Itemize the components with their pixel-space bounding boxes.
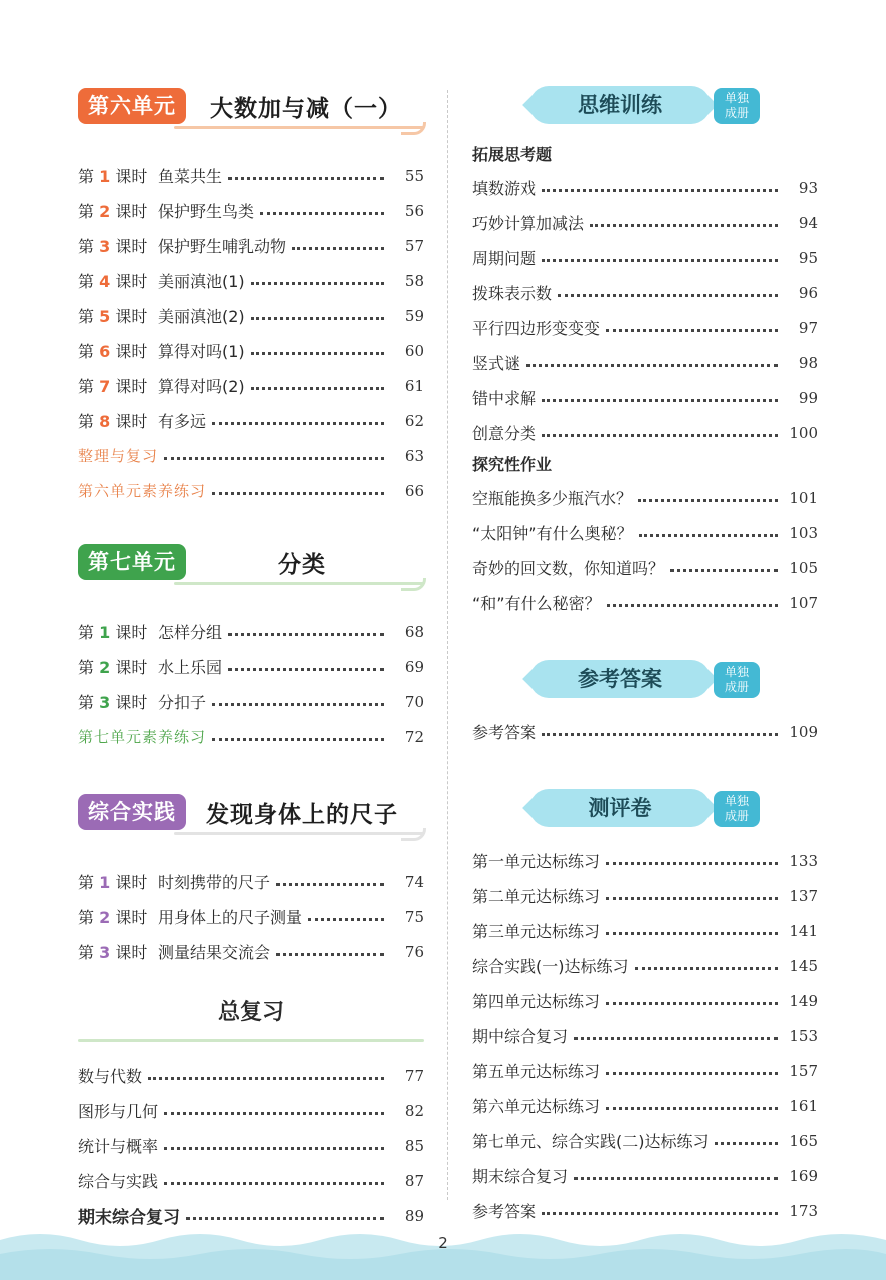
tests-list (472, 843, 818, 1228)
entry-title: 第三单元达标练习 (472, 922, 601, 941)
leader-dots (606, 1107, 778, 1110)
leader-dots (558, 294, 778, 297)
column-divider (447, 90, 448, 1200)
entry-title: 竖式谜 (472, 354, 521, 373)
toc-row[interactable] (472, 1018, 818, 1053)
toc-row[interactable] (472, 345, 818, 380)
lesson-title: 有多远 (158, 412, 207, 431)
separate-volume-tag: 单独 成册 (714, 791, 760, 827)
entry-title: “太阳钟”有什么奥秘？ (472, 524, 633, 543)
page-number: 72 (404, 727, 424, 746)
entry-title: 参考答案 (472, 723, 537, 742)
entry-title: 图形与几何 (78, 1102, 159, 1121)
leader-dots (212, 738, 384, 741)
review-list (78, 1058, 424, 1198)
unit6-header (78, 82, 424, 140)
toc-row[interactable] (78, 1093, 424, 1128)
practice-header (78, 788, 424, 846)
lesson-title: 保护野生鸟类 (158, 202, 255, 221)
lesson-row[interactable] (78, 864, 424, 899)
page-number: 98 (798, 353, 818, 372)
page-number: 165 (789, 1131, 818, 1150)
unit6-practice-label: 第六单元素养练习 (78, 482, 207, 500)
lesson-row[interactable] (78, 333, 424, 368)
leader-dots (212, 422, 384, 425)
thinking-pill: 思维训练 (530, 86, 710, 124)
entry-title: 奇妙的回文数，你知道吗？ (472, 559, 665, 578)
lesson-title: 测量结果交流会 (158, 943, 271, 962)
unit7-practice-label: 第七单元素养练习 (78, 728, 207, 746)
lesson-title: 时刻携带的尺子 (158, 873, 271, 892)
leader-dots (164, 1147, 384, 1150)
lesson-title: 美丽滇池(2) (158, 307, 245, 326)
separate-volume-tag: 单独 成册 (714, 88, 760, 124)
lesson-row[interactable] (78, 298, 424, 333)
entry-title: 填数游戏 (472, 179, 537, 198)
lesson-row[interactable] (78, 193, 424, 228)
leader-dots (212, 703, 384, 706)
unit7-underline (174, 582, 424, 585)
extension-list (472, 170, 818, 450)
toc-row[interactable] (472, 983, 818, 1018)
unit6-review-label: 整理与复习 (78, 447, 159, 465)
lesson-title: 算得对吗(1) (158, 342, 245, 361)
toc-row[interactable] (472, 170, 818, 205)
leader-dots (542, 1212, 778, 1215)
lesson-number: 第 2 课时 (78, 202, 148, 221)
leader-dots (228, 633, 384, 636)
review-underline (78, 1039, 424, 1042)
page-number: 169 (789, 1166, 818, 1185)
toc-row[interactable] (472, 480, 818, 515)
page-number: 93 (798, 178, 818, 197)
page-number: 161 (789, 1096, 818, 1115)
entry-title: 综合与实践 (78, 1172, 159, 1191)
answers-pill: 参考答案 (530, 660, 710, 698)
unit6-underline (174, 126, 424, 129)
leader-dots (574, 1177, 778, 1180)
lesson-row[interactable] (78, 649, 424, 684)
lesson-number: 第 2 课时 (78, 908, 148, 927)
lesson-number: 第 2 课时 (78, 658, 148, 677)
unit7-title: 分类 (278, 552, 326, 578)
lesson-number: 第 7 课时 (78, 377, 148, 396)
leader-dots (164, 1112, 384, 1115)
leader-dots (251, 352, 384, 355)
lesson-title: 水上乐园 (158, 658, 223, 677)
unit6-practice-row[interactable] (78, 473, 424, 508)
leader-dots (542, 189, 778, 192)
inquiry-list (472, 480, 818, 620)
entry-title: 平行四边形变变变 (472, 319, 601, 338)
leader-dots (574, 1037, 778, 1040)
page-number: 141 (789, 921, 818, 940)
page-number: 56 (404, 201, 424, 220)
entry-title: 巧妙计算加减法 (472, 214, 585, 233)
page-number: 58 (404, 271, 424, 290)
leader-dots (276, 953, 384, 956)
entry-title: 期末综合复习 (472, 1167, 569, 1186)
entry-title: 统计与概率 (78, 1137, 159, 1156)
unit7-badge: 第七单元 (78, 544, 186, 580)
right-column (472, 86, 818, 1228)
entry-title: 第四单元达标练习 (472, 992, 601, 1011)
toc-row[interactable] (472, 205, 818, 240)
entry-title: 参考答案 (472, 1202, 537, 1221)
toc-row[interactable] (78, 1058, 424, 1093)
lesson-number: 第 3 课时 (78, 693, 148, 712)
lesson-number: 第 1 课时 (78, 623, 148, 642)
toc-row[interactable] (472, 843, 818, 878)
tests-pill: 测评卷 (530, 789, 710, 827)
leader-dots (542, 434, 778, 437)
lesson-row[interactable] (78, 228, 424, 263)
leader-dots (606, 862, 778, 865)
toc-row[interactable] (472, 1088, 818, 1123)
page-number: 137 (789, 886, 818, 905)
leader-dots (670, 569, 778, 572)
entry-title: 数与代数 (78, 1067, 143, 1086)
page-number: 96 (798, 283, 818, 302)
page-number: 75 (404, 907, 424, 926)
page-number: 133 (789, 851, 818, 870)
leader-dots (607, 604, 778, 607)
lesson-title: 保护野生哺乳动物 (158, 237, 287, 256)
tests-header (472, 789, 818, 833)
practice-badge: 综合实践 (78, 794, 186, 830)
leader-dots (606, 932, 778, 935)
entry-title: 第二单元达标练习 (472, 887, 601, 906)
unit7-practice-row[interactable] (78, 719, 424, 754)
leader-dots (228, 668, 384, 671)
entry-title: 第一单元达标练习 (472, 852, 601, 871)
leader-dots (606, 897, 778, 900)
leader-dots (251, 317, 384, 320)
lesson-title: 美丽滇池(1) (158, 272, 245, 291)
page-number: 76 (404, 942, 424, 961)
page-number: 59 (404, 306, 424, 325)
leader-dots (164, 457, 384, 460)
leader-dots (606, 329, 778, 332)
leader-dots (606, 1072, 778, 1075)
lesson-number: 第 1 课时 (78, 167, 148, 186)
page-number-footer: 2 (438, 1234, 448, 1252)
toc-row[interactable] (472, 1123, 818, 1158)
page-number: 103 (789, 523, 818, 542)
page-number: 69 (404, 657, 424, 676)
lesson-row[interactable] (78, 263, 424, 298)
leader-dots (542, 399, 778, 402)
unit6-lesson-list (78, 158, 424, 438)
leader-dots (292, 247, 384, 250)
page-number: 107 (789, 593, 818, 612)
toc-row[interactable] (472, 1053, 818, 1088)
page-number: 85 (404, 1136, 424, 1155)
leader-dots (606, 1002, 778, 1005)
entry-title: 错中求解 (472, 389, 537, 408)
leader-dots (164, 1182, 384, 1185)
lesson-row[interactable] (78, 899, 424, 934)
unit7-header (78, 538, 424, 596)
leader-dots (276, 883, 384, 886)
entry-title: 空瓶能换多少瓶汽水？ (472, 489, 633, 508)
thinking-header (472, 86, 818, 130)
toc-row[interactable] (472, 415, 818, 450)
page-number: 105 (789, 558, 818, 577)
leader-dots (638, 499, 778, 502)
leader-dots (635, 967, 779, 970)
leader-dots (542, 733, 778, 736)
page-number: 66 (404, 481, 424, 500)
leader-dots (308, 918, 384, 921)
toc-row[interactable] (472, 948, 818, 983)
toc-row[interactable] (472, 878, 818, 913)
answers-list (472, 714, 818, 749)
page-number: 63 (404, 446, 424, 465)
page-number: 94 (798, 213, 818, 232)
lesson-row[interactable] (78, 368, 424, 403)
entry-title: “和”有什么秘密？ (472, 594, 601, 613)
entry-title: 第七单元、综合实践(二)达标练习 (472, 1132, 709, 1151)
page-number: 101 (789, 488, 818, 507)
lesson-row[interactable] (78, 684, 424, 719)
toc-row[interactable] (472, 714, 818, 749)
page-number: 89 (404, 1206, 424, 1225)
separate-volume-tag: 单独 成册 (714, 662, 760, 698)
final-review-label: 期末综合复习 (78, 1208, 180, 1228)
toc-row[interactable] (78, 1163, 424, 1198)
toc-row[interactable] (472, 515, 818, 550)
page-number: 153 (789, 1026, 818, 1045)
page-number: 87 (404, 1171, 424, 1190)
lesson-row[interactable] (78, 403, 424, 438)
lesson-number: 第 1 课时 (78, 873, 148, 892)
unit6-review-row[interactable] (78, 438, 424, 473)
page-number: 68 (404, 622, 424, 641)
entry-title: 创意分类 (472, 424, 537, 443)
inquiry-subheading: 探究性作业 (472, 455, 553, 474)
lesson-number: 第 3 课时 (78, 237, 148, 256)
leader-dots (526, 364, 778, 367)
entry-title: 周期问题 (472, 249, 537, 268)
lesson-number: 第 6 课时 (78, 342, 148, 361)
lesson-row[interactable] (78, 934, 424, 969)
review-title: 总复习 (217, 1000, 284, 1025)
lesson-number: 第 3 课时 (78, 943, 148, 962)
leader-dots (212, 492, 384, 495)
lesson-title: 用身体上的尺子测量 (158, 908, 303, 927)
leader-dots (251, 387, 384, 390)
page-number: 74 (404, 872, 424, 891)
answers-header (472, 660, 818, 704)
page-number: 95 (798, 248, 818, 267)
page-number: 82 (404, 1101, 424, 1120)
lesson-number: 第 4 课时 (78, 272, 148, 291)
leader-dots (715, 1142, 779, 1145)
leader-dots (148, 1077, 384, 1080)
page-number: 109 (789, 722, 818, 741)
page-number: 145 (789, 956, 818, 975)
practice-lesson-list (78, 864, 424, 969)
page-number: 70 (404, 692, 424, 711)
page-number: 173 (789, 1201, 818, 1220)
lesson-number: 第 5 课时 (78, 307, 148, 326)
leader-dots (251, 282, 384, 285)
entry-title: 第六单元达标练习 (472, 1097, 601, 1116)
entry-title: 综合实践(一)达标练习 (472, 957, 629, 976)
toc-row[interactable] (472, 275, 818, 310)
page-number: 62 (404, 411, 424, 430)
page-number: 99 (798, 388, 818, 407)
lesson-title: 怎样分组 (158, 623, 223, 642)
page-number: 149 (789, 991, 818, 1010)
lesson-number: 第 8 课时 (78, 412, 148, 431)
page-number: 97 (798, 318, 818, 337)
unit6-title: 大数加与减（一） (210, 96, 402, 122)
toc-row[interactable] (78, 1128, 424, 1163)
toc-row[interactable] (472, 380, 818, 415)
entry-title: 拨珠表示数 (472, 284, 553, 303)
toc-row[interactable] (472, 913, 818, 948)
extension-subheading: 拓展思考题 (472, 145, 553, 164)
page-number: 60 (404, 341, 424, 360)
leader-dots (542, 259, 778, 262)
entry-title: 期中综合复习 (472, 1027, 569, 1046)
lesson-title: 分扣子 (158, 693, 207, 712)
toc-row[interactable] (472, 585, 818, 620)
page-number: 61 (404, 376, 424, 395)
page-number: 77 (404, 1066, 424, 1085)
unit7-lesson-list (78, 614, 424, 719)
lesson-row[interactable] (78, 158, 424, 193)
toc-row[interactable] (472, 550, 818, 585)
page-number: 157 (789, 1061, 818, 1080)
page-number: 55 (404, 166, 424, 185)
lesson-title: 算得对吗(2) (158, 377, 245, 396)
toc-row[interactable] (472, 240, 818, 275)
leader-dots (260, 212, 384, 215)
entry-title: 第五单元达标练习 (472, 1062, 601, 1081)
toc-row[interactable] (472, 1158, 818, 1193)
practice-underline (174, 832, 424, 835)
lesson-row[interactable] (78, 614, 424, 649)
leader-dots (639, 534, 778, 537)
lesson-title: 鱼菜共生 (158, 167, 223, 186)
leader-dots (590, 224, 778, 227)
toc-row[interactable] (472, 310, 818, 345)
leader-dots (228, 177, 384, 180)
left-column (78, 82, 424, 1233)
page-number: 100 (789, 423, 818, 442)
unit6-badge: 第六单元 (78, 88, 186, 124)
page-number: 57 (404, 236, 424, 255)
practice-title: 发现身体上的尺子 (206, 802, 398, 828)
